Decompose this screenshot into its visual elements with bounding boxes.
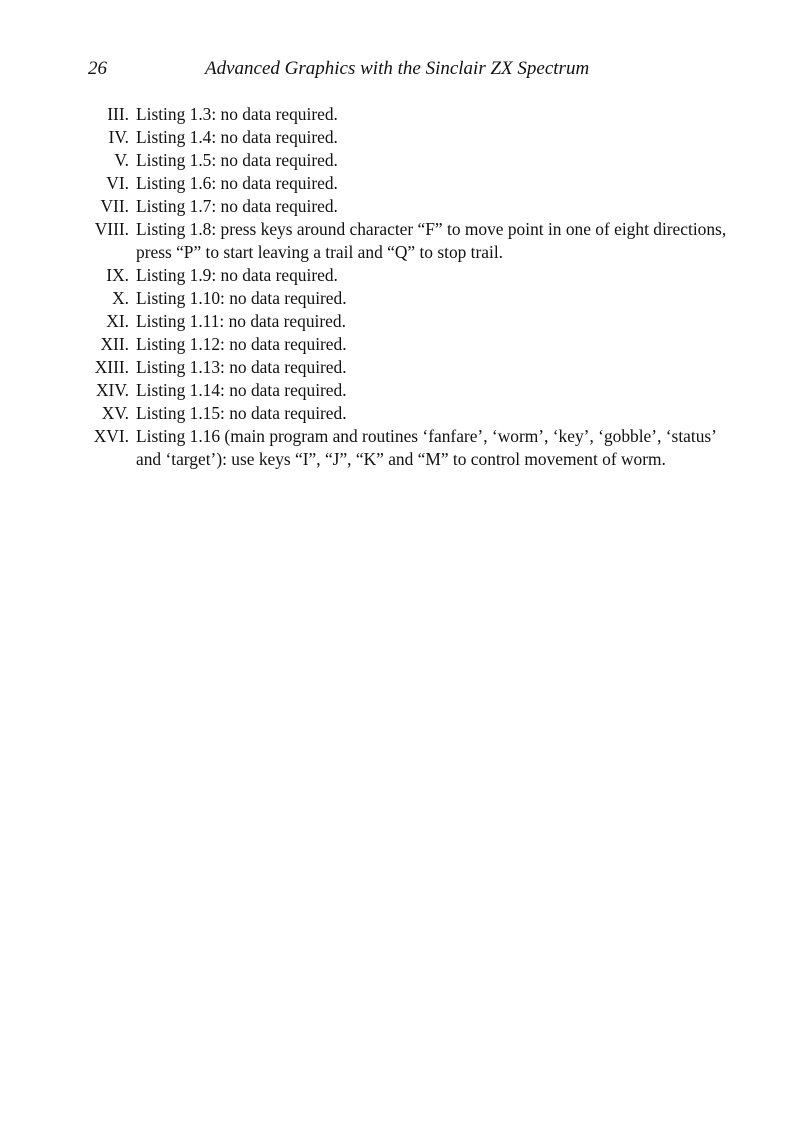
list-item [84, 264, 744, 287]
entry-text: Listing 1.15: no data required. [136, 403, 347, 423]
roman-numeral: X. [112, 288, 129, 308]
roman-numeral: III. [107, 104, 129, 124]
roman-numeral: XV. [101, 403, 129, 423]
list-item [84, 333, 744, 356]
roman-numeral: VII. [100, 196, 129, 216]
entry-text: Listing 1.4: no data required. [136, 127, 338, 147]
entry-text: Listing 1.10: no data required. [136, 288, 347, 308]
list-item [84, 149, 744, 172]
book-title: Advanced Graphics with the Sinclair ZX Spectrum [205, 58, 590, 79]
list-item [84, 103, 744, 126]
entry-text: Listing 1.13: no data required. [136, 357, 347, 377]
list-item [84, 379, 744, 402]
list-item [84, 287, 744, 310]
entry-text: Listing 1.16 (main program and routines ‘fanfare’, ‘worm’, ‘key’, ‘gobble’, ‘status’ and ‘target’): use keys “I”, “J”, “K” and “M” to control movement of worm. [136, 426, 716, 469]
list-item [84, 218, 744, 264]
entry-text: Listing 1.8: press keys around character “F” to move point in one of eight directions, press “P” to start leaving a trail and “Q” to stop trail. [136, 219, 727, 262]
roman-numeral: IX. [106, 265, 129, 285]
entry-text: Listing 1.14: no data required. [136, 380, 347, 400]
roman-numeral: XII. [100, 334, 129, 354]
roman-numeral: XIV. [95, 380, 129, 400]
entry-text: Listing 1.12: no data required. [136, 334, 347, 354]
list-item [84, 126, 744, 149]
entry-text: Listing 1.9: no data required. [136, 265, 338, 285]
entry-text: Listing 1.6: no data required. [136, 173, 338, 193]
running-head [88, 56, 708, 82]
list-item [84, 195, 744, 218]
roman-numeral: V. [114, 150, 129, 170]
list-item [84, 172, 744, 195]
list-item [84, 356, 744, 379]
roman-numeral: VI. [106, 173, 129, 193]
entry-text: Listing 1.7: no data required. [136, 196, 338, 216]
entry-text: Listing 1.11: no data required. [136, 311, 346, 331]
listing-entries [84, 103, 744, 471]
entry-text: Listing 1.3: no data required. [136, 104, 338, 124]
roman-numeral: VIII. [94, 219, 129, 239]
list-item [84, 402, 744, 425]
list-item [84, 425, 744, 471]
roman-numeral: XI. [106, 311, 129, 331]
entry-text: Listing 1.5: no data required. [136, 150, 338, 170]
roman-numeral: IV. [108, 127, 129, 147]
list-item [84, 310, 744, 333]
roman-numeral: XIII. [94, 357, 129, 377]
page-number: 26 [88, 58, 107, 79]
roman-numeral: XVI. [93, 426, 129, 446]
